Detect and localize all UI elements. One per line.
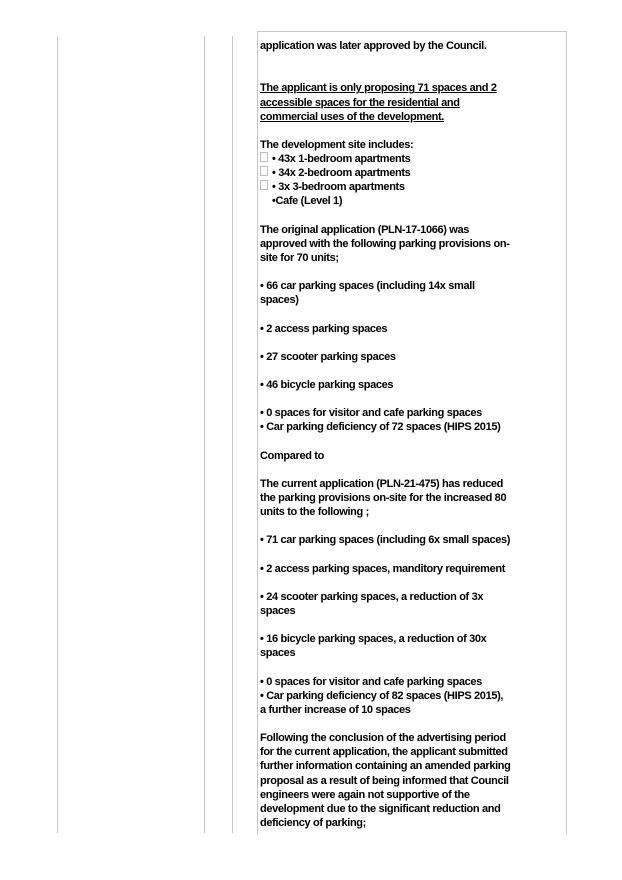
text-line-text: Compared to <box>260 449 324 462</box>
text-line <box>260 279 564 293</box>
text-line-text: engineers were again not supportive of the <box>260 788 470 801</box>
text-line <box>260 364 564 378</box>
text-line <box>260 180 564 194</box>
text-line-text <box>260 210 263 222</box>
text-line-text: spaces <box>260 605 296 617</box>
text-line-text <box>260 619 263 631</box>
text-line <box>260 449 564 463</box>
text-line-text: development due to the significant reduction and <box>260 802 501 815</box>
table-text-cell-left-border <box>257 31 258 834</box>
text-line <box>260 265 564 279</box>
text-line-text: units to the following ; <box>260 506 369 519</box>
text-line-text: The original application (PLN-17-1066) was <box>260 223 470 236</box>
text-line <box>260 194 564 208</box>
text-line <box>260 604 564 618</box>
text-line <box>260 251 564 265</box>
text-line-text: deficiency of parking; <box>260 816 366 829</box>
text-line-text <box>260 337 263 349</box>
text-line <box>260 81 564 95</box>
text-line <box>260 533 564 547</box>
text-line <box>260 435 564 449</box>
text-line-text: accessible spaces for the residential and <box>260 96 460 109</box>
text-line <box>260 53 564 67</box>
text-line-text <box>260 436 263 448</box>
text-line-text: • Car parking deficiency of 72 spaces (HIPS 2015) <box>260 421 501 434</box>
text-line <box>260 124 564 138</box>
text-line <box>260 96 564 110</box>
text-line <box>260 576 564 590</box>
text-line-text: for the current application, the applicant submitted <box>260 746 508 759</box>
text-line-text: spaces <box>260 647 296 660</box>
text-line <box>260 618 564 632</box>
text-line <box>260 67 564 81</box>
text-line-text: The development site includes: <box>260 138 414 151</box>
text-line <box>260 477 564 491</box>
text-line-text: • 2 access parking spaces, manditory requirement <box>260 562 506 575</box>
text-line-text: spaces) <box>260 294 299 307</box>
text-line <box>260 322 564 336</box>
empty-checkbox-icon <box>260 166 268 176</box>
text-line-text: • 34x 2-bedroom apartments <box>272 167 411 180</box>
text-line <box>260 759 564 773</box>
text-line-text <box>260 549 263 561</box>
text-line-text: the parking provisions on-site for the increased 80 <box>260 492 507 504</box>
text-line <box>260 519 564 533</box>
empty-checkbox-icon <box>260 152 268 162</box>
text-line <box>260 632 564 646</box>
text-line-text: The current application (PLN-21-475) has reduced <box>260 477 503 490</box>
text-line-text: • 27 scooter parking spaces <box>260 350 396 363</box>
text-line <box>260 590 564 604</box>
text-line <box>260 562 564 576</box>
text-line-text <box>260 68 263 80</box>
text-line-text <box>260 520 263 532</box>
text-line <box>260 548 564 562</box>
text-line-text: • 66 car parking spaces (including 14x small <box>260 280 475 293</box>
text-line-text <box>260 718 263 730</box>
text-line <box>260 138 564 152</box>
text-line <box>260 745 564 759</box>
text-line <box>260 646 564 660</box>
text-line-text: • 0 spaces for visitor and cafe parking spaces <box>260 407 482 420</box>
text-line-text <box>260 577 263 589</box>
text-line-text: •Cafe (Level 1) <box>272 195 343 208</box>
text-line-text: Following the conclusion of the advertising period <box>260 732 506 745</box>
text-line-text <box>260 266 263 278</box>
text-line-text <box>260 54 263 66</box>
text-line-text: commercial uses of the development. <box>260 110 444 123</box>
text-line-text: • 43x 1-bedroom apartments <box>272 153 411 165</box>
text-line-text: approved with the following parking provisions on- <box>260 237 510 250</box>
text-line-text: a further increase of 10 spaces <box>260 703 411 716</box>
text-line-text: • 71 car parking spaces (including 6x small spaces) <box>260 534 511 547</box>
text-line <box>260 689 564 703</box>
text-line-text: • 2 access parking spaces <box>260 322 388 335</box>
text-line <box>260 237 564 251</box>
text-line <box>260 788 564 802</box>
table-text-cell <box>260 39 564 830</box>
text-line <box>260 378 564 392</box>
text-line <box>260 802 564 816</box>
text-line <box>260 166 564 180</box>
text-line <box>260 307 564 321</box>
text-line-text <box>260 125 263 137</box>
text-line <box>260 110 564 124</box>
text-line <box>260 39 564 53</box>
text-line <box>260 774 564 788</box>
table-column-border-1 <box>57 37 58 833</box>
text-line-text: • 16 bicycle parking spaces, a reduction of 30x <box>260 633 487 646</box>
text-line-text: site for 70 units; <box>260 251 339 264</box>
text-line <box>260 152 564 166</box>
text-line <box>260 675 564 689</box>
text-line-text: • 3x 3-bedroom apartments <box>272 181 405 194</box>
text-line <box>260 491 564 505</box>
table-column-border-3 <box>232 36 233 833</box>
text-line <box>260 463 564 477</box>
text-line <box>260 392 564 406</box>
text-line <box>260 703 564 717</box>
table-text-cell-right-border <box>566 31 567 834</box>
text-line-text: application was later approved by the Council. <box>260 40 487 52</box>
text-line <box>260 816 564 830</box>
text-line-text: proposal as a result of being informed that Council <box>260 774 509 787</box>
text-line-text: The applicant is only proposing 71 spaces and 2 <box>260 82 497 95</box>
text-line <box>260 406 564 420</box>
text-line <box>260 420 564 434</box>
table-column-border-2 <box>204 36 205 833</box>
text-line <box>260 293 564 307</box>
text-line-text <box>260 308 263 320</box>
text-line-text: • 0 spaces for visitor and cafe parking spaces <box>260 675 482 688</box>
text-line <box>260 661 564 675</box>
text-line-text: further information containing an amended parking <box>260 760 511 773</box>
text-line <box>260 717 564 731</box>
text-line <box>260 350 564 364</box>
text-line <box>260 505 564 519</box>
text-line-text <box>260 365 263 377</box>
text-line-text: • 46 bicycle parking spaces <box>260 379 394 391</box>
text-line-text <box>260 393 263 405</box>
text-line <box>260 223 564 237</box>
text-line <box>260 336 564 350</box>
text-line <box>260 209 564 223</box>
table-text-cell-top-border <box>257 31 567 32</box>
text-line-text <box>260 464 263 476</box>
text-line <box>260 731 564 745</box>
empty-checkbox-icon <box>260 180 268 190</box>
text-line-text: • Car parking deficiency of 82 spaces (HIPS 2015), <box>260 689 504 702</box>
text-line-text <box>260 662 263 674</box>
text-line-text: • 24 scooter parking spaces, a reduction of 3x <box>260 590 484 603</box>
